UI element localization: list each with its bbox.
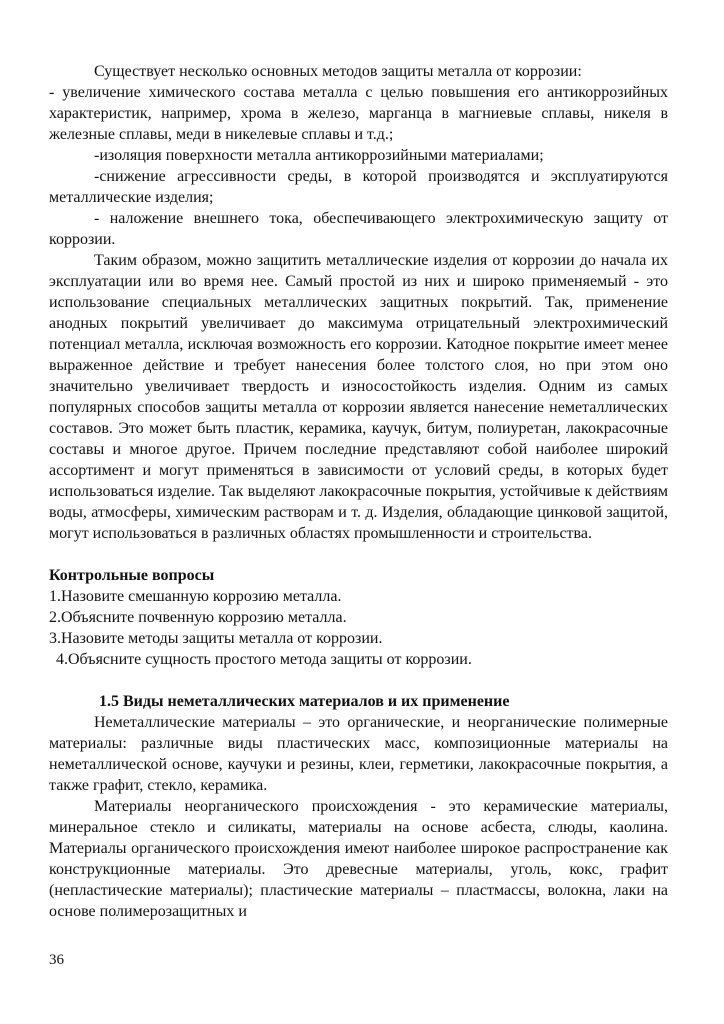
section-heading-1-5: 1.5 Виды неметаллических материалов и их применение [99, 693, 510, 710]
question-item-3: 3.Назовите методы защиты металла от коррозии. [49, 630, 383, 647]
paragraph-method-2: -изоляция поверхности металла антикоррозийными материалами; [94, 147, 544, 164]
paragraph-method-1: - увеличение химического состава металла с целью повышения его антикоррозийных характеристик, например, хрома в железо, марганца в магниевые сплавы, никеля в железные сплавы, меди в никелевые сплавы и т.д.; [49, 84, 668, 143]
question-item-1: 1.Назовите смешанную коррозию металла. [49, 588, 342, 605]
question-item-2: 2.Объясните почвенную коррозию металла. [49, 609, 347, 626]
paragraph-intro: Существует несколько основных методов защиты металла от коррозии: [94, 63, 582, 80]
page-number: 36 [49, 952, 64, 968]
question-item-4: 4.Объясните сущность простого метода защиты от коррозии. [56, 651, 472, 668]
questions-heading: Контрольные вопросы [49, 567, 215, 584]
page-body [49, 61, 668, 922]
paragraph-method-4: - наложение внешнего тока, обеспечивающего электрохимическую защиту от коррозии. [49, 210, 668, 248]
paragraph-method-3: -снижение агрессивности среды, в которой производятся и эксплуатируются металлические изделия; [49, 168, 668, 206]
paragraph-nonmetal-types: Материалы неорганического происхождения - это керамические материалы, минеральное стекло и силикаты, материалы на основе асбеста, слюды, каолина. Материалы органического происхождения имеют наиболее широкое распространение как конструкционные материалы. Это древесные материалы, уголь, кокс, графит (непластические материалы); пластические материалы – пластмассы, волокна, лаки на основе полимерозащитных и [49, 798, 668, 920]
paragraph-summary: Таким образом, можно защитить металлические изделия от коррозии до начала их эксплуатации или во время нее. Самый простой из них и широко применяемый - это использование специальных металлических защитных покрытий. Так, применение анодных покрытий увеличивает до максимума отрицательный электрохимический потенциал металла, исключая возможность его коррозии. Катодное покрытие имеет менее выраженное действие и требует нанесения более толстого слоя, но при этом оно значительно увеличивает твердость и износостойкость изделия. Одним из самых популярных способов защиты металла от коррозии является нанесение неметаллических составов. Это может быть пластик, керамика, каучук, битум, полиуретан, лакокрасочные составы и многое другое. Причем последние представляют собой наиболее широкий ассортимент и могут применяться в зависимости от условий среды, в которых будет использоваться изделие. Так выделяют лакокрасочные покрытия, устойчивые к действиям воды, атмосферы, химическим растворам и т. д. Изделия, обладающие цинковой защитой, могут использоваться в различных областях промышленности и строительства. [49, 252, 668, 542]
paragraph-nonmetal-intro: Неметаллические материалы – это органические, и неорганические полимерные материалы: различные виды пластических масс, композиционные материалы на неметаллической основе, каучуки и резины, клеи, герметики, лакокрасочные покрытия, а также графит, стекло, керамика. [49, 714, 668, 794]
